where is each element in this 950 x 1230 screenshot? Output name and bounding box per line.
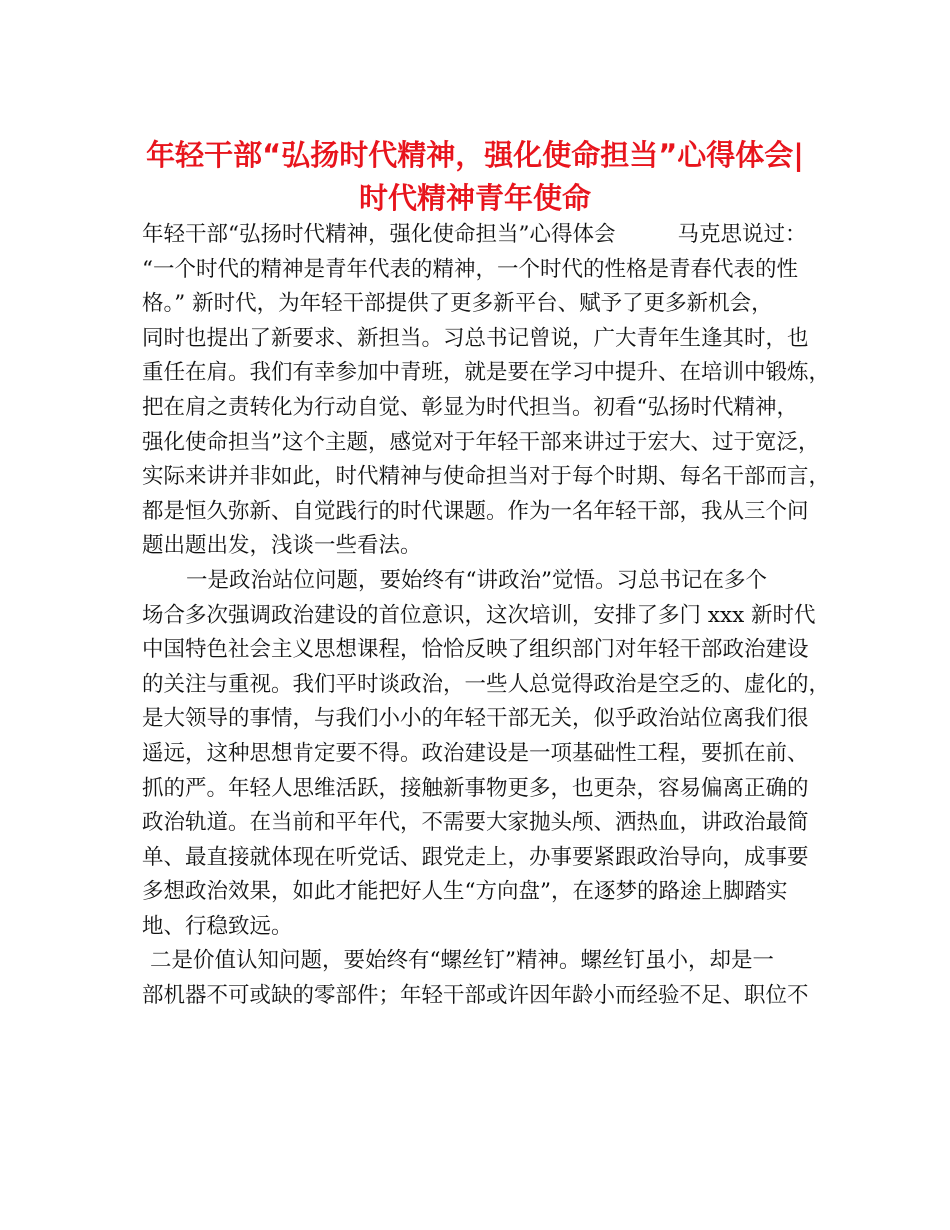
body-line: [142, 979, 832, 1014]
body-line: [142, 841, 832, 876]
body-line-text: 的关注与重视。我们平时谈政治，一些人总觉得政治是空乏的、虚化的，: [142, 671, 831, 697]
body-line-text: 格。” 新时代，为年轻干部提供了更多新平台、赋予了更多新机会，: [142, 291, 773, 317]
body-line: [142, 875, 832, 910]
body-line-text-continuation: 马克思说过：: [677, 222, 807, 247]
body-line-text: 中国特色社会主义思想课程，恰恰反映了组织部门对年轻干部政治建设: [142, 637, 809, 663]
body-line: [142, 391, 832, 426]
body-line-text: 年轻干部“弘扬时代精神，强化使命担当”心得体会: [142, 222, 616, 247]
body-line-text: 把在肩之责转化为行动自觉、彰显为时代担当。初看“弘扬时代精神，: [142, 394, 798, 420]
body-line: [142, 702, 832, 737]
body-line-text: 多想政治效果，如此才能把好人生“方向盘”，在逐梦的路途上脚踏实: [142, 879, 788, 905]
body-line-text: 部机器不可或缺的零部件；年轻干部或许因年龄小而经验不足、职位不: [142, 983, 809, 1009]
body-line: [142, 668, 832, 703]
body-line: [142, 772, 832, 807]
body-line: [142, 564, 832, 599]
body-line: [142, 460, 832, 495]
body-line: [142, 426, 832, 461]
document-title-line-1: 年轻干部“弘扬时代精神，强化使命担当”心得体会|: [146, 138, 804, 172]
body-line: [142, 529, 832, 564]
body-line: [142, 218, 832, 253]
document-body: [142, 218, 832, 1014]
body-line-text: 政治轨道。在当前和平年代，不需要大家抛头颅、洒热血，讲政治最简: [142, 810, 809, 836]
body-line-text: 遥远，这种思想肯定要不得。政治建设是一项基础性工程，要抓在前、: [142, 740, 809, 766]
body-line-text: 一是政治站位问题，要始终有“讲政治”觉悟。习总书记在多个: [186, 567, 767, 593]
body-line: [142, 633, 832, 668]
body-line-text: 地、行稳致远。: [142, 913, 293, 939]
body-line-text: 场合多次强调政治建设的首位意识，这次培训，安排了多门 xxx 新时代: [142, 602, 816, 628]
body-line-text: 题出题出发，浅谈一些看法。: [142, 533, 422, 559]
body-line: [142, 806, 832, 841]
body-line: [142, 910, 832, 945]
body-line: [142, 737, 832, 772]
body-line-text: 强化使命担当”这个主题，感觉对于年轻干部来讲过于宏大、过于宽泛，: [142, 429, 820, 455]
body-line: [142, 944, 832, 979]
body-line-text: 同时也提出了新要求、新担当。习总书记曾说，广大青年生逢其时，也: [142, 325, 809, 351]
body-line: [142, 322, 832, 357]
body-line-text: 重任在肩。我们有幸参加中青班，就是要在学习中提升、在培训中锻炼，: [142, 360, 831, 386]
body-line: [142, 253, 832, 288]
body-line: [142, 599, 832, 634]
body-line: [142, 495, 832, 530]
body-line-text: 实际来讲并非如此，时代精神与使命担当对于每个时期、每名干部而言，: [142, 464, 831, 490]
body-line-text: 二是价值认知问题，要始终有“螺丝钉”精神。螺丝钉虽小，却是一: [150, 948, 774, 974]
body-line: [142, 356, 832, 391]
body-line-text: 抓的严。年轻人思维活跃，接触新事物更多，也更杂，容易偏离正确的: [142, 775, 809, 801]
body-line-text: 是大领导的事情，与我们小小的年轻干部无关，似乎政治站位离我们很: [142, 706, 809, 732]
document-title-line-2: 时代精神青年使命: [358, 181, 591, 215]
body-line: [142, 287, 832, 322]
body-line-text: “一个时代的精神是青年代表的精神，一个时代的性格是青春代表的性: [142, 256, 798, 282]
body-line-text: 都是恒久弥新、自觉践行的时代课题。作为一名年轻干部，我从三个问: [142, 498, 809, 524]
body-line-text: 单、最直接就体现在听党话、跟党走上，办事要紧跟政治导向，成事要: [142, 844, 809, 870]
